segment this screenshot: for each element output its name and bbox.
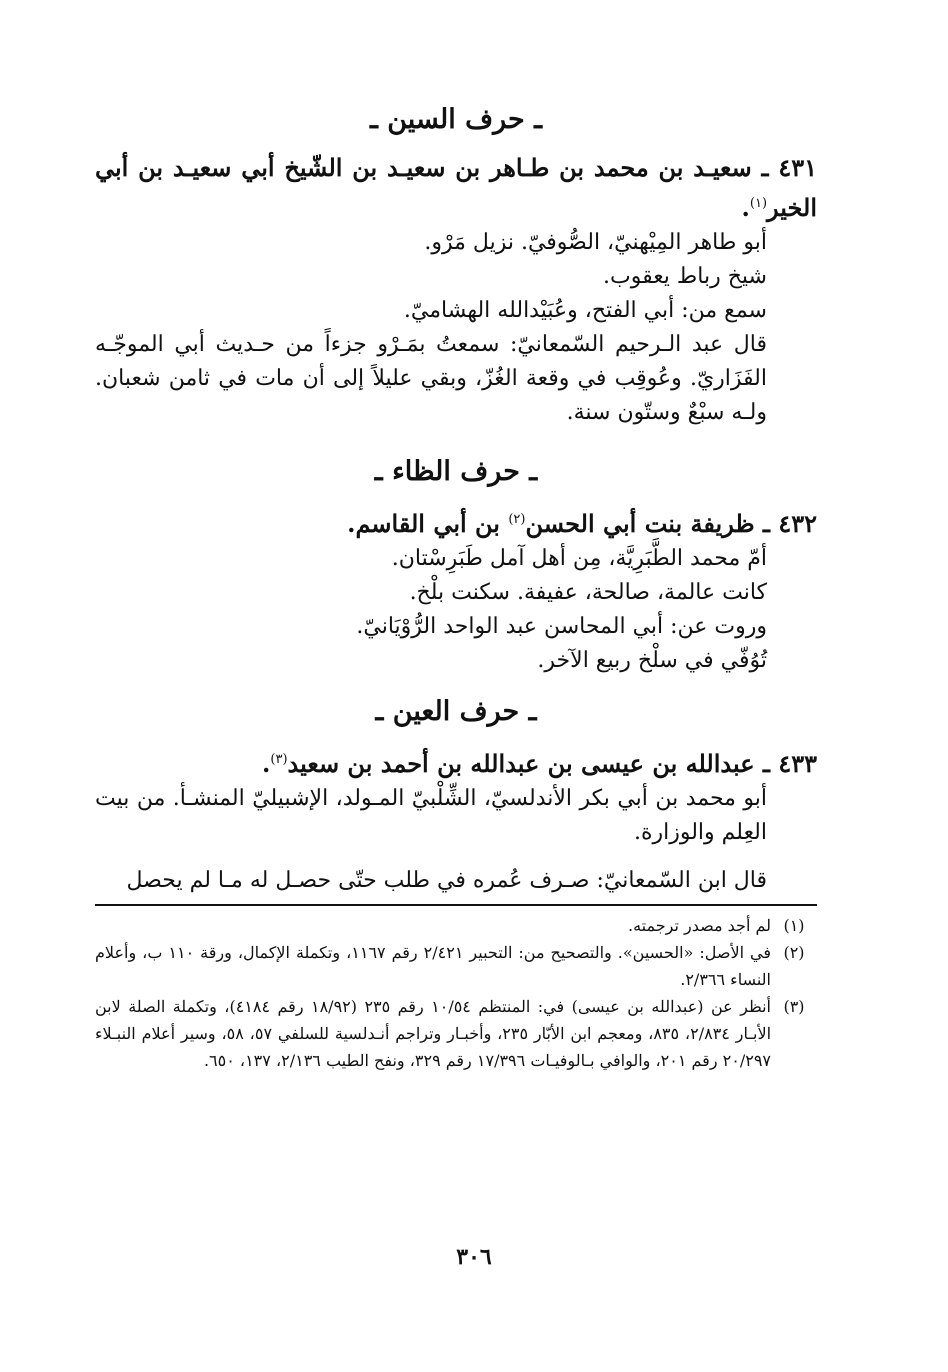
section-title-seen: ـ حرف السين ـ — [369, 104, 543, 135]
entry-431-name: ٤٣١ ـ سعيـد بن محمد بن طـاهر بن سعيـد بن الشّيخ أبي سعيـد بن أبي الخير — [95, 153, 817, 222]
entry-432-line: تُوُفّي في سلْخ ربيع الآخر. — [537, 648, 767, 673]
entry-433-name: ٤٣٣ ـ عبدالله بن عيسى بن عبدالله بن أحمد بن سعيد — [287, 749, 817, 778]
spacer — [95, 850, 817, 864]
section-title-zaa: ـ حرف الظاء ـ — [374, 456, 538, 487]
footnote-text: أنظر عن (عبدالله بن عيسى) في: المنتظم ١٠/٥٤ رقم ٢٣٥ (١٨/٩٢ رقم ٤١٨٤)، وتكملة الصلة لابن الأبـار ٢/٨٣٤، ٨٣٥، ومعجم ابن الأبّار ٢٣٥، وأخبـار وتراجم أنـدلسية للسلفي ٥٧، ٥٨، وسير أعلام النبـلاء ٢٠/٢٩٧ رقم ٢٠١، والوافي بـالوفيـات ١٧/٣٩٦ رقم ٣٢٩، ونفح الطيب ٢/١٣٦، ١٣٧، ٦٥٠. — [95, 997, 772, 1070]
entry-432-name-b: بن أبي القاسم. — [347, 509, 509, 538]
entry-431-line: شيخ رباط يعقوب. — [603, 264, 767, 289]
footnote-3 — [95, 993, 817, 1074]
spacer — [95, 678, 817, 692]
entry-433-tail: . — [262, 749, 271, 778]
entry-433-heading — [95, 742, 817, 782]
entry-432-line: أمّ محمد الطَّبَرِيَّة، مِن أهل آمل طَبَرِسْتان. — [391, 546, 767, 571]
footnote-separator — [95, 904, 817, 906]
footnote-1 — [95, 912, 817, 939]
entry-432-heading — [95, 502, 817, 542]
footnote-ref-1[interactable]: (١) — [749, 196, 768, 211]
footnote-2 — [95, 939, 817, 993]
entry-433-paragraph: أبو محمد بن أبي بكر الأندلسيّ، الشِّلْبيّ المـولد، الإشبيليّ المنشـأ. من بيت العِلم والوزارة. — [95, 786, 767, 845]
entry-431-heading — [95, 150, 817, 226]
page-body — [95, 100, 817, 1074]
page-number: ٣٠٦ — [456, 1244, 492, 1270]
entry-431-line: سمع من: أبي الفتح، وعُبَيْدالله الهشاميّ. — [403, 298, 767, 323]
footnote-ref-3[interactable]: (٣) — [270, 752, 288, 767]
entry-431-paragraph: قال عبد الـرحيم السّمعانيّ: سمعتُ بمَـرْو جزءاً من حـديث أبي الموجّـه الفَزَاريّ. وعُوقِب في وقعة الغُزّ، وبقي عليلاً إلى أن مات في ثامن شعبان. ولـه سبْعٌ وستّون سنة. — [95, 332, 767, 425]
entry-433-paragraph-continued: قال ابن السّمعانيّ: صـرف عُمره في طلب حتّى حصـل له مـا لم يحصل — [126, 868, 767, 893]
footnotes — [95, 912, 817, 1074]
footnote-ref-2[interactable]: (٢) — [508, 512, 526, 527]
footnote-text: لم أجد مصدر ترجمته. — [628, 916, 771, 935]
footnote-number: (٣) — [783, 997, 805, 1016]
entry-431-tail: . — [741, 193, 750, 222]
footnote-number: (٢) — [783, 943, 805, 962]
section-title-ain: ـ حرف العين ـ — [375, 696, 537, 727]
spacer — [95, 430, 817, 452]
entry-432-line: كانت عالمة، صالحة، عفيفة. سكنت بلْخ. — [409, 580, 767, 605]
footnote-number: (١) — [783, 916, 805, 935]
entry-432-line: وروت عن: أبي المحاسن عبد الواحد الرُّوْيَانيّ. — [356, 614, 767, 639]
footnote-text: في الأصل: «الحسين». والتصحيح من: التحبير ٢/٤٢١ رقم ١١٦٧، وتكملة الإكمال، ورقة ١١٠ ب، وأعلام النساء ٢/٣٦٦. — [95, 943, 772, 989]
entry-431-line: أبو طاهر المِيْهنيّ، الصُّوفيّ. نزيل مَرْو. — [424, 230, 767, 255]
entry-432-name-a: ٤٣٢ ـ ظريفة بنت أبي الحسن — [525, 509, 817, 538]
